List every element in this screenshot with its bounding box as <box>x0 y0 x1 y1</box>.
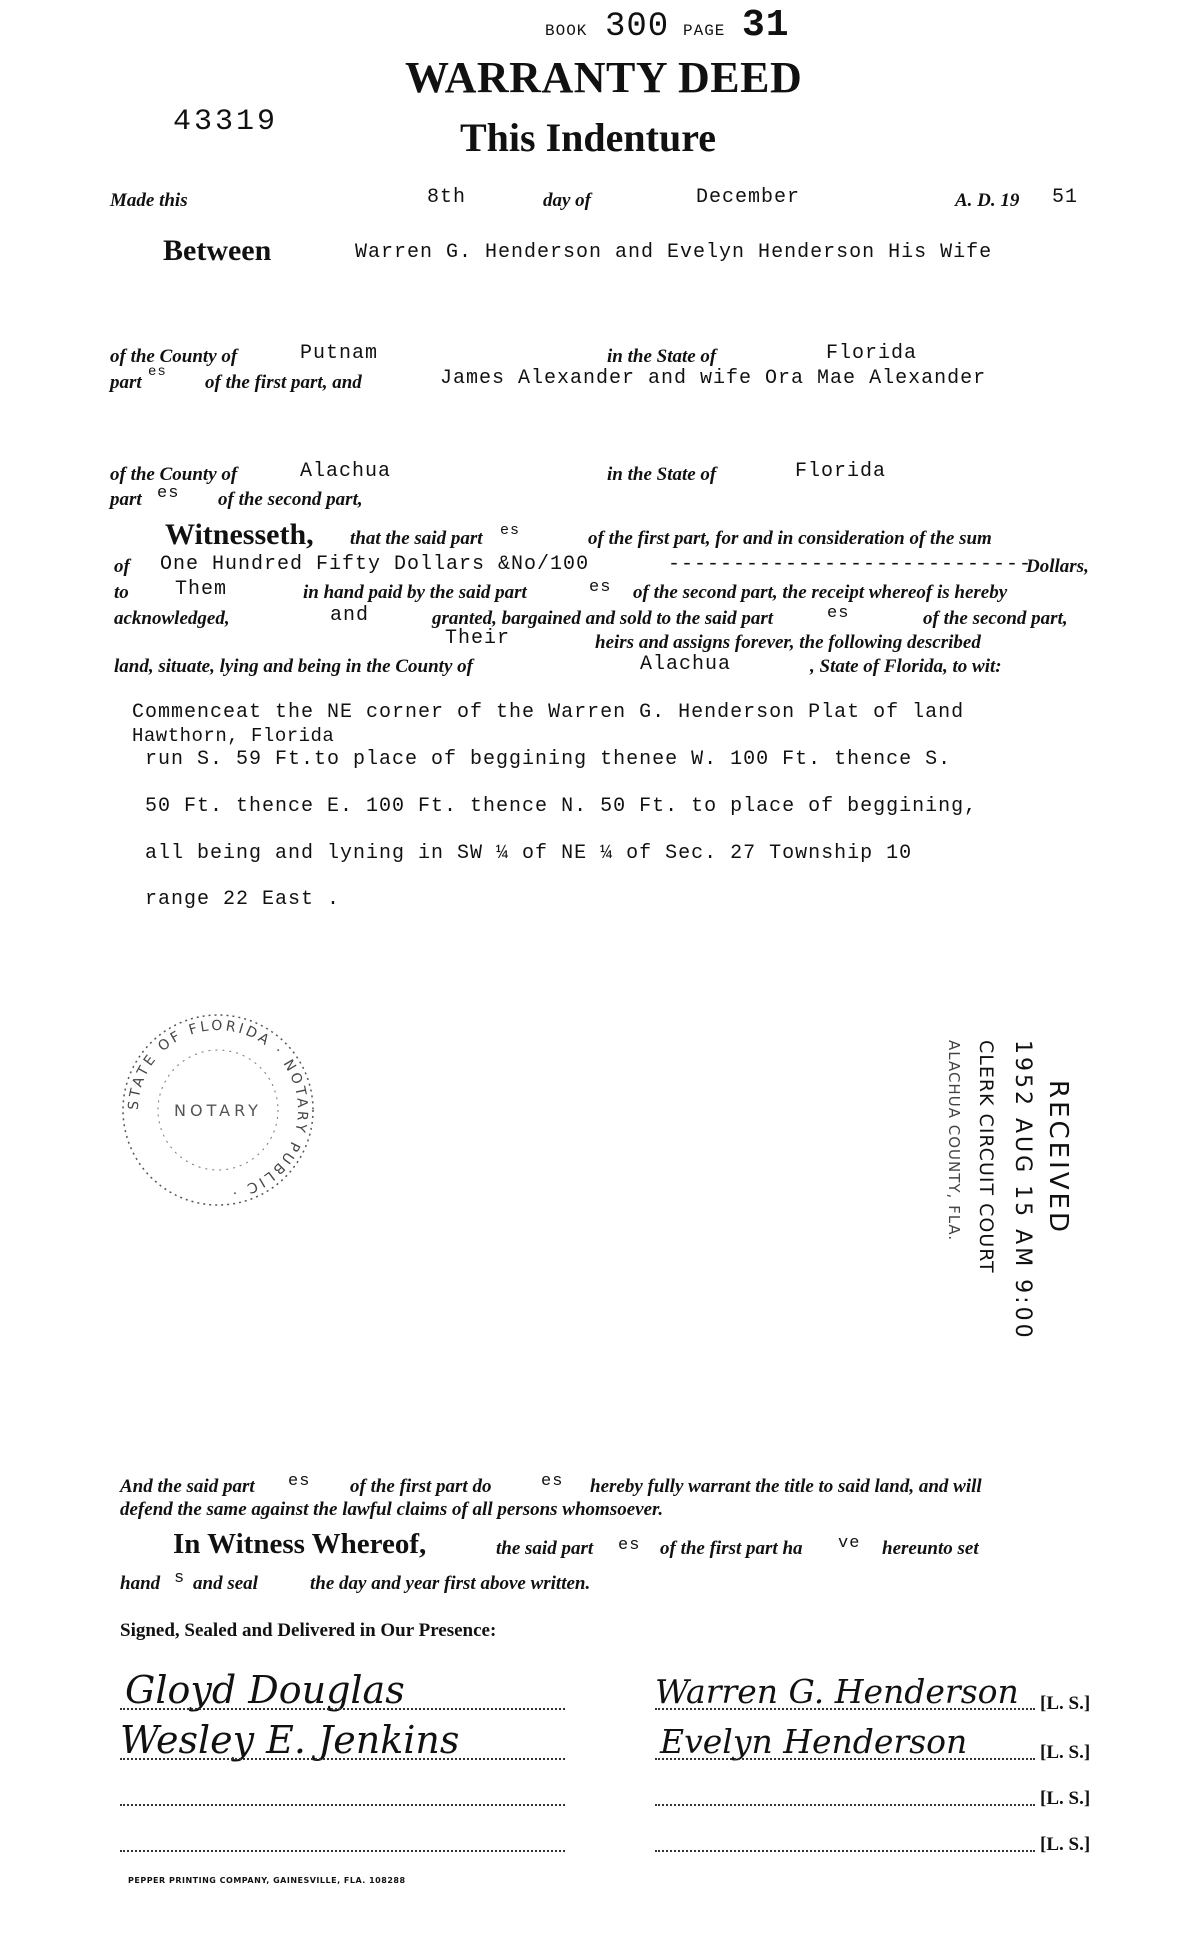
witnesseth-line5b: heirs and assigns forever, the following described <box>595 632 981 653</box>
witnesseth-line3c: es <box>589 578 612 597</box>
page-label: PAGE <box>683 22 726 40</box>
second-part-prefix: part <box>110 489 142 510</box>
ad-label: A. D. 19 <box>955 190 1020 211</box>
signature-line <box>120 1850 565 1852</box>
second-county-label: of the County of <box>110 464 238 485</box>
between-label: Between <box>163 234 272 267</box>
witnesseth-line3a: to <box>114 582 129 603</box>
made-this-label: Made this <box>110 190 188 211</box>
received-office: CLERK CIRCUIT COURT <box>975 1040 997 1274</box>
ls-label: [L. S.] <box>1040 1693 1091 1714</box>
witnesseth-line4c: es <box>827 604 850 623</box>
witnesseth-heading: Witnesseth, <box>165 518 314 551</box>
signature-line <box>120 1804 565 1806</box>
whereof-a: the said part <box>496 1538 594 1559</box>
witnesseth-line4d: of the second part, <box>923 608 1068 629</box>
warranty-c: of the first part do <box>350 1476 492 1497</box>
ls-label: [L. S.] <box>1040 1788 1091 1809</box>
signature-line <box>120 1708 565 1710</box>
second-county: Alachua <box>300 460 392 483</box>
notary-seal <box>118 1010 318 1210</box>
grantor-signature: Warren G. Henderson <box>655 1672 1019 1711</box>
consideration-amount: One Hundred Fifty Dollars &No/100 <box>160 553 590 576</box>
seal-outer-text: STATE OF FLORIDA · NOTARY PUBLIC · <box>125 1017 311 1202</box>
description-line: Hawthorn, Florida <box>132 725 335 747</box>
signature-line <box>655 1804 1035 1806</box>
signature-line <box>655 1758 1035 1760</box>
second-part-suffix: es <box>157 484 180 503</box>
description-line: all being and lyning in SW ¼ of NE ¼ of Sec. 27 Township 10 <box>145 842 913 865</box>
book-label: BOOK <box>545 22 588 40</box>
ls-label: [L. S.] <box>1040 1834 1091 1855</box>
first-state-label: in the State of <box>607 346 717 367</box>
witnesseth-line4a: acknowledged, <box>114 608 230 629</box>
day-of-label: day of <box>543 190 592 211</box>
warranty-line2: defend the same against the lawful claims of all persons whomsoever. <box>120 1499 664 1520</box>
second-part-label: of the second part, <box>218 489 363 510</box>
witnesseth-line1a: that the said part <box>350 528 483 549</box>
whereof-i: the day and year first above written. <box>310 1573 591 1594</box>
description-line: run S. 59 Ft.to place of beggining thenee W. 100 Ft. thence S. <box>145 748 952 771</box>
whereof-e: hereunto set <box>882 1538 979 1559</box>
document-title: WARRANTY DEED <box>405 53 803 102</box>
witness-signature: Wesley E. Jenkins <box>120 1718 460 1762</box>
seal-inner-text: NOTARY <box>174 1101 262 1120</box>
first-county: Putnam <box>300 342 379 365</box>
whereof-c: of the first part ha <box>660 1538 803 1559</box>
land-county: Alachua <box>640 653 732 676</box>
witnesseth-line2a: of <box>114 556 130 577</box>
printer-imprint: PEPPER PRINTING COMPANY, GAINESVILLE, FLA. 108288 <box>128 1876 406 1885</box>
description-line: 50 Ft. thence E. 100 Ft. thence N. 50 Ft. to place of beggining, <box>145 795 978 818</box>
first-part-suffix: es <box>148 364 167 380</box>
witnesseth-line3b: in hand paid by the said part <box>303 582 527 603</box>
made-day: 8th <box>427 186 467 209</box>
ls-label: [L. S.] <box>1040 1742 1091 1763</box>
whereof-h: and seal <box>193 1573 258 1594</box>
whereof-f: hand <box>120 1573 161 1594</box>
received-date: 1952 AUG 15 AM 9:00 <box>1010 1040 1035 1341</box>
received-word: RECEIVED <box>1043 1080 1073 1235</box>
whereof-heading: In Witness Whereof, <box>173 1528 427 1560</box>
witnesseth-line1c: of the first part, for and in consideration of the sum <box>588 528 992 549</box>
second-state-label: in the State of <box>607 464 717 485</box>
description-line: Commenceat the NE corner of the Warren G. Henderson Plat of land <box>132 701 965 724</box>
first-part-label: of the first part, and <box>205 372 362 393</box>
instrument-number: 43319 <box>173 105 279 139</box>
made-month: December <box>696 186 801 209</box>
made-year: 51 <box>1052 186 1079 209</box>
whereof-g: s <box>174 1569 186 1588</box>
warranty-e: hereby fully warrant the title to said land, and will <box>590 1476 982 1497</box>
page-number: 31 <box>742 4 790 47</box>
book-number: 300 <box>605 8 670 46</box>
signed-label: Signed, Sealed and Delivered in Our Presence: <box>120 1620 497 1641</box>
witnesseth-line6a: land, situate, lying and being in the County of <box>114 656 473 677</box>
whereof-d: ve <box>838 1534 861 1553</box>
paid-to: Them <box>175 578 228 601</box>
witnesseth-line6b: , State of Florida, to wit: <box>810 656 1002 677</box>
witnesseth-and: and <box>330 604 370 627</box>
witnesseth-their: Their <box>445 627 511 650</box>
grantees: James Alexander and wife Ora Mae Alexander <box>440 367 987 390</box>
first-state: Florida <box>826 342 918 365</box>
warranty-b: es <box>288 1472 311 1491</box>
received-stamp <box>915 1040 1075 1341</box>
warranty-a: And the said part <box>120 1476 255 1497</box>
amount-dashes: ---------------------------- <box>668 553 1033 576</box>
second-state: Florida <box>795 460 887 483</box>
witnesseth-line3d: of the second part, the receipt whereof is hereby <box>633 582 1008 603</box>
signature-line <box>655 1850 1035 1852</box>
first-part-prefix: part <box>110 372 142 393</box>
signature-line <box>655 1708 1035 1710</box>
grantor-signature: Evelyn Henderson <box>660 1722 968 1761</box>
first-county-label: of the County of <box>110 346 238 367</box>
witnesseth-line1b: es <box>500 522 521 539</box>
witness-signature: Gloyd Douglas <box>125 1668 405 1712</box>
grantors: Warren G. Henderson and Evelyn Henderson His Wife <box>355 241 993 264</box>
witnesseth-line2b: Dollars, <box>1026 556 1089 577</box>
witnesseth-line4b: granted, bargained and sold to the said part <box>432 608 773 629</box>
warranty-d: es <box>541 1472 564 1491</box>
whereof-b: es <box>618 1536 641 1555</box>
signature-line <box>120 1758 565 1760</box>
received-county: ALACHUA COUNTY, FLA. <box>945 1040 963 1242</box>
document-subtitle: This Indenture <box>460 115 717 160</box>
description-line: range 22 East . <box>145 888 341 911</box>
